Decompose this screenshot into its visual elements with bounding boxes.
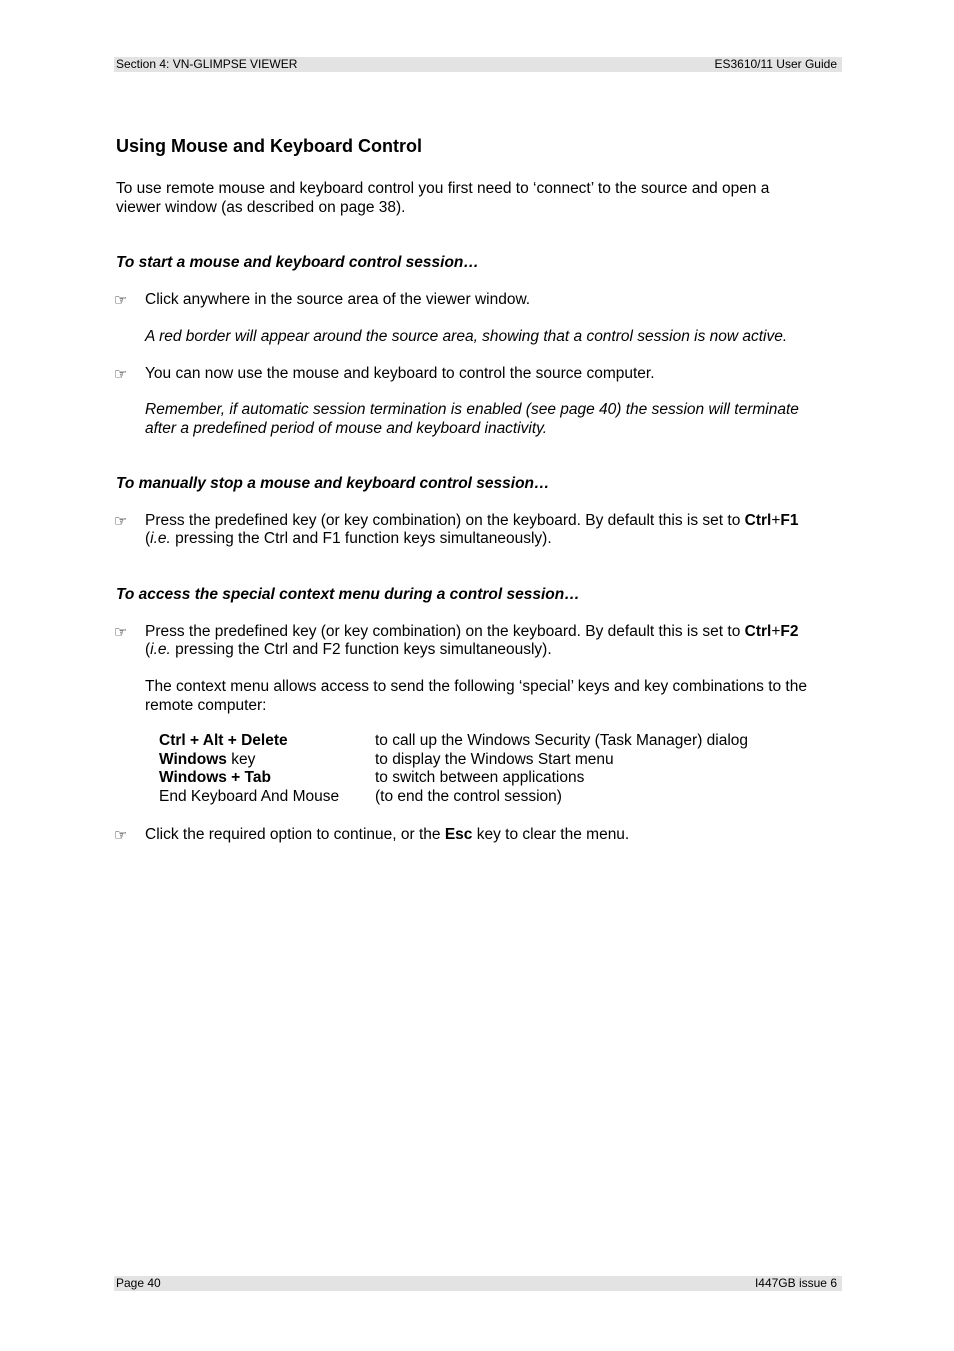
menu-final-bullet: Click the required option to continue, or the Esc key to clear the menu. [145,826,630,843]
start-note-2-line-1: Remember, if automatic session termination is enabled (see page 40) the session will terminate [145,401,799,418]
pointing-hand-icon: ☞ [114,827,128,844]
menu-bullet-line-1: Press the predefined key (or key combination) on the keyboard. By default this is set to Ctrl+F2 [145,623,799,640]
special-keys-table [159,732,748,806]
subheading-context-menu: To access the special context menu during a control session… [116,586,580,603]
key-ctrl: Ctrl [744,512,772,529]
menu-bullet-line-2: (i.e. pressing the Ctrl and F2 function keys simultaneously). [145,641,552,658]
document-issue: I447GB issue 6 [754,1276,837,1290]
pointing-hand-icon: ☞ [114,292,128,309]
pointing-hand-icon: ☞ [114,513,128,530]
table-row: Windows + Tab to switch between applications [159,769,585,787]
header-guide-title: ES3610/11 User Guide [714,57,837,71]
page-header [114,57,842,72]
start-bullet-2: You can now use the mouse and keyboard to control the source computer. [145,365,655,382]
table-row: Windows key to display the Windows Start menu [159,750,614,768]
stop-bullet-line-2: (i.e. pressing the Ctrl and F1 function keys simultaneously). [145,530,552,547]
start-bullet-1: Click anywhere in the source area of the viewer window. [145,291,531,308]
intro-line-2: viewer window (as described on page 38). [116,199,406,216]
menu-para-line-1: The context menu allows access to send the following ‘special’ keys and key combinations to the [145,678,807,695]
table-row: Ctrl + Alt + Delete to call up the Windows Security (Task Manager) dialog [159,732,749,749]
key-f1: F1 [780,512,799,529]
subheading-start-session: To start a mouse and keyboard control session… [116,254,479,271]
start-note-1: A red border will appear around the source area, showing that a control session is now active. [145,328,788,345]
key-esc: Esc [444,826,473,843]
page-footer [114,1276,842,1291]
subheading-stop-session: To manually stop a mouse and keyboard control session… [116,475,550,492]
pointing-hand-icon: ☞ [114,624,128,641]
key-ctrl: Ctrl [744,623,772,640]
table-row: End Keyboard And Mouse (to end the control session) [159,787,562,805]
intro-line-1: To use remote mouse and keyboard control you first need to ‘connect’ to the source and open a [116,180,770,197]
page-number: Page 40 [116,1276,161,1290]
pointing-hand-icon: ☞ [114,366,128,383]
key-f2: F2 [780,623,799,640]
menu-para-line-2: remote computer: [145,697,267,714]
stop-bullet-line-1: Press the predefined key (or key combination) on the keyboard. By default this is set to Ctrl+F1 [145,512,799,529]
header-section-label: Section 4: VN-GLIMPSE VIEWER [116,57,298,71]
page-title: Using Mouse and Keyboard Control [116,136,423,156]
start-note-2-line-2: after a predefined period of mouse and keyboard inactivity. [145,420,548,437]
